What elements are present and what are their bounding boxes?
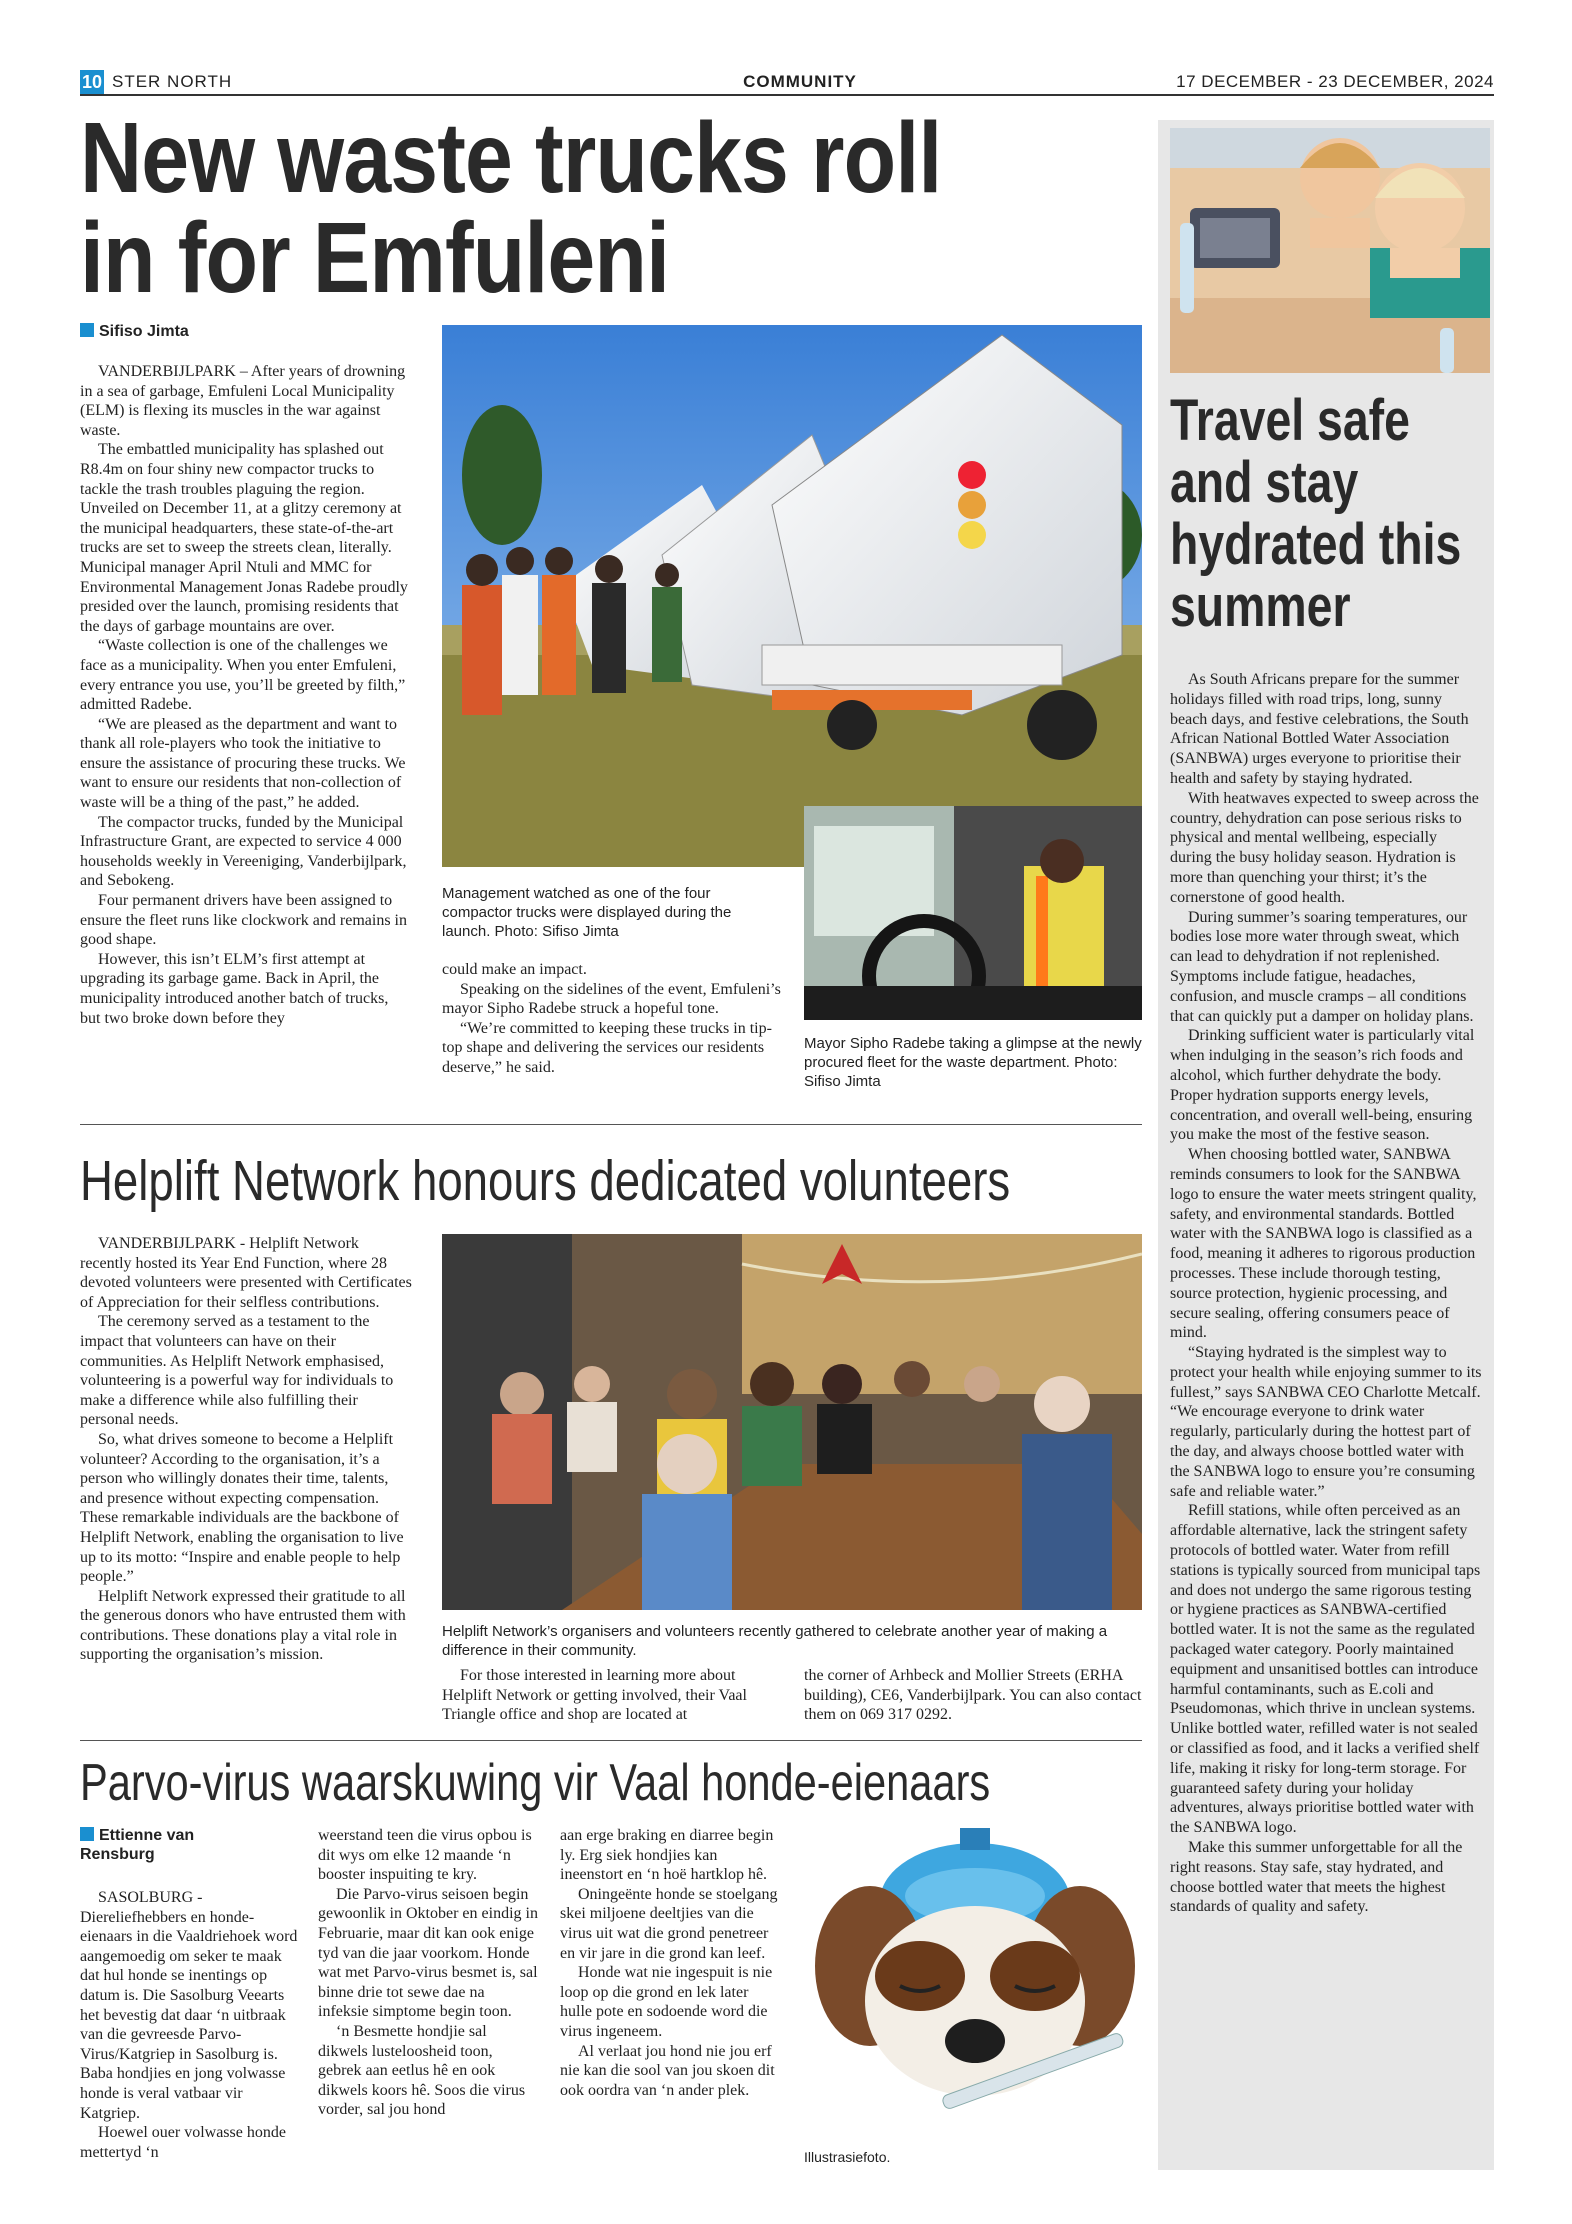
paragraph: Helplift Network expressed their gratitude to all the generous donors who have entrusted them with contributions. These donations play a vital role in supporting the organisation’s mission. — [80, 1587, 406, 1664]
story3-headline: Parvo-virus waarskuwing vir Vaal honde-eienaars — [80, 1754, 991, 1812]
story1-byline-name: Sifiso Jimta — [99, 323, 189, 340]
page-number: 10 — [81, 72, 103, 92]
paragraph: Al verlaat jou hond nie jou erf nie kan die sool van jou skoen dit ook oordra van ‘n ander plek. — [560, 2042, 775, 2099]
sidebar-headline-line1: Travel safe — [1170, 388, 1410, 453]
story3-column3 — [560, 1826, 780, 2100]
paragraph: Drinking sufficient water is particularly vital when indulging in the season’s rich foods and alcohol, which further dehydrate the body. Proper hydration supports energy levels, concentration, and overall well-being, ensuring you make the most of the festive season. — [1170, 1027, 1475, 1144]
story3-byline-name: Ettienne van Rensburg — [80, 1827, 195, 1863]
story2-column1 — [80, 1234, 412, 1665]
paragraph: ‘n Besmette hondjie sal dikwels lusteloosheid toon, gebrek aan eetlus hê en ook dikwels koors hê. Soos die virus vorder, sal jou hond — [318, 2022, 526, 2119]
paragraph: The compactor trucks, funded by the Municipal Infrastructure Grant, are expected to service 4 000 households weekly in Vereeniging, Vanderbijlpark, and Sebokeng. — [80, 813, 407, 890]
paragraph: SASOLBURG - Diereliefhebbers en honde-eienaars in die Vaaldriehoek word aangemoedig om seker te maak dat hul honde se inentings op datum is. Die Sasolburg Veearts het bevestig dat daar ‘n uitbraak van die gevreesde Parvo-Virus/Katgriep in Sasolburg is. Baba hondjies en jong volwasse honde is veral vatbaar vir Katgriep. — [80, 1889, 298, 2122]
paragraph: With heatwaves expected to sweep across the country, dehydration can pose serious risks to physical and mental wellbeing, especially during the busy holiday season. Hydration is more than quenching your thirst; it’s the cornerstone of good health. — [1170, 789, 1479, 906]
section-label: COMMUNITY — [743, 72, 857, 91]
paragraph: Hoewel ouer volwasse honde mettertyd ‘n — [80, 2124, 286, 2161]
story-divider-1 — [80, 1124, 1142, 1125]
story1-headline-line2: in for Emfuleni — [80, 202, 670, 314]
paragraph: During summer’s soaring temperatures, our bodies lose more water through sweat, which can lead to dehydration if not replenished. Symptoms include fatigue, headaches, confusion, and muscle cramps – all conditions that can quickly put a damper on holiday plans. — [1170, 908, 1474, 1025]
beach-kids-photo — [1170, 128, 1490, 373]
story1-column2 — [442, 960, 782, 1078]
story2-bottom-text2: the corner of Arhbeck and Mollier Streets (ERHA building), CE6, Vanderbijlpark. You can also contact them on 069 317 0292. — [804, 1667, 1142, 1724]
paragraph: aan erge braking en diarree begin ly. Erg siek hondjies kan ineenstort en ‘n hoë hartklop hê. — [560, 1827, 774, 1884]
story3-column1 — [80, 1888, 300, 2162]
paragraph: “Staying hydrated is the simplest way to protect your health while enjoying summer to its fullest,” says SANBWA CEO Charlotte Metcalf. “We encourage everyone to drink water regularly, particularly during the hottest part of the day, and always choose bottled water with the SANBWA logo to ensure you’re consuming safe and reliable water.” — [1170, 1344, 1482, 1500]
paragraph: “We are pleased as the department and want to thank all role-players who took the initiative to ensure the assistance of procuring these trucks. We want to ensure our residents that non-collection of waste will be a thing of the past,” he added. — [80, 715, 406, 812]
story2-bottom-text1: For those interested in learning more about Helplift Network or getting involved, their Vaal Triangle office and shop are located at — [442, 1667, 747, 1724]
sidebar-panel — [1158, 120, 1494, 2170]
paragraph: Die Parvo-virus seisoen begin gewoonlik in Oktober en eindig in Februarie, maar dit kan ook enige tyd van die jaar voorkom. Honde wat met Parvo-virus besmet is, sal binne drie tot sewe dae na infeksie simptome begin toon. — [318, 1885, 538, 2021]
dog-illustration-caption: Illustrasiefoto. — [804, 2149, 891, 2165]
paragraph: As South Africans prepare for the summer holidays filled with road trips, long, sunny beach days, and festive celebrations, the South African National Bottled Water Association (SANBWA) urges everyone to prioritise their health and safety by staying hydrated. — [1170, 671, 1469, 787]
paragraph: Refill stations, while often perceived as an affordable alternative, lack the stringent safety protocols of bottled water. Water from refill stations is typically sourced from municipal taps and does not undergo the same rigorous testing or hygiene practices as SANBWA-certified bottled water. It is not the same as the regulated packaged water category. Poorly maintained equipment and unsanitised bottles can introduce harmful contaminants, such as E.coli and Pseudomonas, which thrive in unclean systems. Unlike bottled water, refilled water is not sealed or classified as food, and it lacks a verified shelf life, making it risky for long-term storage. For guaranteed safety during your holiday adventures, always prioritise bottled water with the SANBWA logo. — [1170, 1502, 1481, 1837]
story2-headline: Helplift Network honours dedicated volunteers — [80, 1149, 1011, 1213]
paragraph: weerstand teen die virus opbou is dit wys om elke 12 maande ‘n booster inspuiting te kry. — [318, 1827, 532, 1884]
volunteers-photo-caption: Helplift Network’s organisers and volunteers recently gathered to celebrate another year of making a difference in their community. — [442, 1623, 1108, 1659]
paragraph: The embattled municipality has splashed out R8.4m on four shiny new compactor trucks to tackle the trash troubles plaguing the region. Unveiled on December 11, at a glitzy ceremony at the municipal headquarters, these state-of-the-art trucks are set to sweep the streets clean, literally. Municipal manager April Ntuli and MMC for Environmental Management Jonas Radebe proudly presided over the launch, promising residents that the days of garbage mountains are over. — [80, 441, 408, 635]
paragraph: When choosing bottled water, SANBWA reminds consumers to look for the SANBWA logo to ensure the water meets stringent quality, safety, and environmental standards. Bottled water with the SANBWA logo is classified as a food, meaning it adheres to rigorous production processes. These include thorough testing, source protection, hygienic processing, and secure sealing, offering consumers peace of mind. — [1170, 1146, 1477, 1342]
volunteers-photo — [442, 1234, 1142, 1610]
paragraph: However, this isn’t ELM’s first attempt at upgrading its garbage game. Back in April, the municipality introduced another batch of trucks, but two broke down before they — [80, 950, 389, 1027]
story1-headline-line1: New waste trucks roll — [80, 102, 942, 214]
paragraph: The ceremony served as a testament to the impact that volunteers can have on their communities. As Helplift Network emphasised, volunteering is a powerful way for individuals to make a difference while also fulfilling their personal needs. — [80, 1313, 394, 1429]
dog-illustration — [800, 1826, 1142, 2146]
paragraph: So, what drives someone to become a Helplift volunteer? According to the organisation, it’s a person who willingly donates their time, talents, and presence without expecting compensation. These remarkable individuals are the backbone of Helplift Network, enabling the organisation to live up to its motto: “Inspire and enable people to help people.” — [80, 1430, 404, 1586]
paragraph: Four permanent drivers have been assigned to ensure the fleet runs like clockwork and remains in good shape. — [80, 892, 407, 949]
story1-headline — [80, 102, 1026, 314]
story1-byline — [80, 323, 189, 341]
story2-column3 — [804, 1666, 1142, 1725]
sidebar-headline — [1170, 390, 1474, 638]
paragraph: Make this summer unforgettable for all the right reasons. Stay safe, stay hydrated, and choose bottled water that meets the highest standards of quality and safety. — [1170, 1839, 1463, 1916]
paragraph: “Waste collection is one of the challenges we face as a municipality. When you enter Emfuleni, every entrance you use, you’ll be greeted by filth,” admitted Radebe. — [80, 637, 406, 714]
publication-name: STER NORTH — [112, 72, 233, 91]
truck-photo-caption: Management watched as one of the four compactor trucks were displayed during the launch. Photo: Sifiso Jimta — [442, 885, 732, 940]
mayor-photo-caption: Mayor Sipho Radebe taking a glimpse at the newly procured fleet for the waste department. Photo: Sifiso Jimta — [804, 1035, 1142, 1090]
paragraph: could make an impact. — [442, 961, 587, 978]
sidebar-headline-line2: and stay — [1170, 450, 1359, 515]
sidebar-body — [1170, 670, 1482, 1917]
paragraph: Speaking on the sidelines of the event, Emfuleni’s mayor Sipho Radebe struck a hopeful tone. — [442, 980, 781, 1018]
header-rule — [80, 94, 1494, 96]
paragraph: Oningeënte honde se stoelgang skei miljoene deeltjies van die virus uit wat die grond penetreer en vir jare in die grond kan leef. — [560, 1885, 778, 1962]
mayor-photo — [804, 806, 1142, 1020]
story3-byline — [80, 1826, 250, 1864]
story1-column1 — [80, 362, 412, 1028]
story2-column2 — [442, 1666, 782, 1725]
paragraph: VANDERBIJLPARK – After years of drowning in a sea of garbage, Emfuleni Local Municipality (ELM) is flexing its muscles in the war against waste. — [80, 363, 406, 439]
story3-column2 — [318, 1826, 538, 2120]
paragraph: Honde wat nie ingespuit is nie loop op die grond en lek later hulle pote en sodoende word die virus ingeneem. — [560, 1964, 773, 2040]
story-divider-2 — [80, 1740, 1142, 1741]
paragraph: “We’re committed to keeping these trucks in tip-top shape and delivering the services our residents deserve,” he said. — [442, 1019, 772, 1076]
truck-photo — [442, 325, 1142, 867]
issue-date: 17 DECEMBER - 23 DECEMBER, 2024 — [1176, 72, 1494, 91]
sidebar-headline-line3: hydrated this — [1170, 512, 1462, 577]
paragraph: VANDERBIJLPARK - Helplift Network recently hosted its Year End Function, where 28 devoted volunteers were presented with Certificates of Appreciation for their selfless contributions. — [80, 1235, 412, 1311]
sidebar-headline-line4: summer — [1170, 574, 1351, 639]
